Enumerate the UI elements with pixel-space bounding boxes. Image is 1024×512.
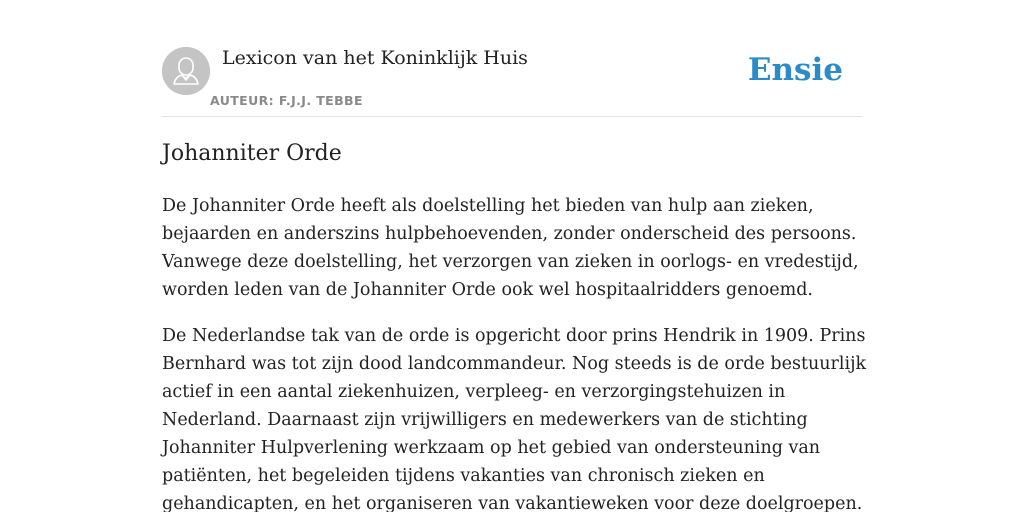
entry-body	[162, 192, 882, 512]
author-label[interactable]: AUTEUR: F.J.J. TEBBE	[210, 93, 363, 108]
user-avatar-icon[interactable]	[162, 47, 210, 95]
paragraph: De Nederlandse tak van de orde is opgericht door prins Hendrik in 1909. Prins Bernhard was tot zijn dood landcommandeur. Nog steeds is de orde bestuurlijk actief in een aantal ziekenhuizen, verpleeg- en verzorgingstehuizen in Nederland. Daarnaast zijn vrijwilligers en medewerkers van de stichting Johanniter Hulpverlening werkzaam op het gebied van ondersteuning van patiënten, het begeleiden tijdens vakanties van chronisch zieken en gehandicapten, en het organiseren van vakantieweken voor deze doelgroepen.	[162, 326, 867, 512]
book-title[interactable]: Lexicon van het Koninklijk Huis	[222, 47, 528, 69]
entry-header	[162, 46, 862, 117]
ensie-logo[interactable]: Ensie	[747, 52, 843, 88]
paragraph: De Johanniter Orde heeft als doelstelling het bieden van hulp aan zieken, bejaarden en anderszins hulpbehoevenden, zonder onderscheid des persoons. Vanwege deze doelstelling, het verzorgen van zieken in oorlogs- en vredestijd, worden leden van de Johanniter Orde ook wel hospitaalridders genoemd.	[162, 196, 859, 300]
entry-title: Johanniter Orde	[162, 141, 342, 166]
